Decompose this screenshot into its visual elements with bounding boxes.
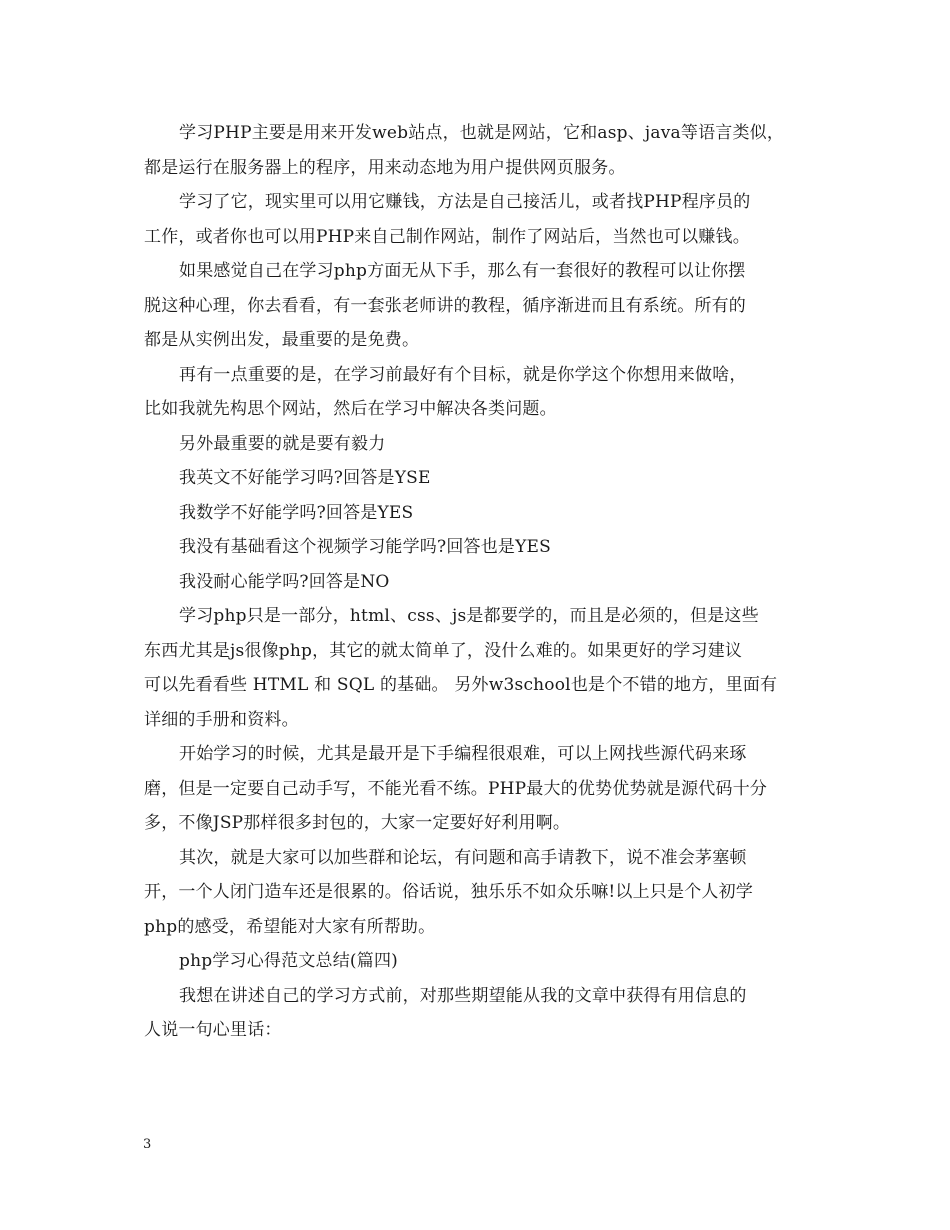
paragraph-line: 我数学不好能学吗?回答是YES bbox=[179, 502, 414, 523]
paragraph-line: 再有一点重要的是，在学习前最好有个目标，就是你学这个你想用来做啥， bbox=[179, 364, 747, 385]
paragraph-line: 如果感觉自己在学习php方面无从下手，那么有一套很好的教程可以让你摆 bbox=[179, 261, 746, 281]
paragraph-line: 我没耐心能学吗?回答是NO bbox=[179, 571, 390, 592]
paragraph-line: 另外最重要的就是要有毅力 bbox=[179, 433, 386, 454]
paragraph-line: 脱这种心理，你去看看，有一套张老师讲的教程，循序渐进而且有系统。所有的 bbox=[144, 295, 746, 316]
paragraph-line: 我英文不好能学习吗?回答是YSE bbox=[179, 468, 431, 488]
page-number: 3 bbox=[143, 1137, 152, 1152]
paragraph-line: 多，不像JSP那样很多封包的，大家一定要好好利用啊。 bbox=[144, 813, 571, 833]
paragraph-line: 学习了它，现实里可以用它赚钱，方法是自己接活儿，或者找PHP程序员的 bbox=[179, 192, 751, 212]
paragraph-line: 磨，但是一定要自己动手写，不能光看不练。PHP最大的优势优势就是源代码十分 bbox=[144, 778, 768, 799]
paragraph-line: 都是运行在服务器上的程序，用来动态地为用户提供网页服务。 bbox=[144, 157, 626, 178]
section-heading: php学习心得范文总结(篇四) bbox=[179, 951, 398, 971]
paragraph-line: 东西尤其是js很像php，其它的就太简单了，没什么难的。如果更好的学习建议 bbox=[144, 640, 743, 661]
paragraph-line: 开，一个人闭门造车还是很累的。俗话说，独乐乐不如众乐嘛!以上只是个人初学 bbox=[144, 882, 754, 902]
paragraph-line: 学习PHP主要是用来开发web站点，也就是网站，它和asp、java等语言类似， bbox=[179, 123, 785, 143]
paragraph-line: 都是从实例出发，最重要的是免费。 bbox=[144, 330, 420, 350]
paragraph-line: 其次，就是大家可以加些群和论坛，有问题和高手请教下，说不准会茅塞顿 bbox=[179, 847, 747, 868]
paragraph-line: 人说一句心里话： bbox=[144, 1020, 282, 1040]
paragraph-line: 我没有基础看这个视频学习能学吗?回答也是YES bbox=[179, 537, 551, 557]
paragraph-line: 可以先看看些 HTML 和 SQL 的基础。 另外w3school也是个不错的地方，里面有 bbox=[144, 675, 778, 695]
paragraph-line: 开始学习的时候，尤其是最开是下手编程很艰难，可以上网找些源代码来琢 bbox=[179, 744, 747, 764]
paragraph-line: 学习php只是一部分，html、css、js是都要学的，而且是必须的，但是这些 bbox=[179, 606, 759, 626]
document-body bbox=[144, 116, 824, 1048]
paragraph-line: 比如我就先构思个网站，然后在学习中解决各类问题。 bbox=[144, 399, 557, 419]
paragraph-line: 我想在讲述自己的学习方式前，对那些期望能从我的文章中获得有用信息的 bbox=[179, 985, 747, 1006]
paragraph-line: php的感受，希望能对大家有所帮助。 bbox=[144, 916, 436, 937]
paragraph-line: 工作，或者你也可以用PHP来自己制作网站，制作了网站后，当然也可以赚钱。 bbox=[144, 226, 750, 247]
paragraph-line: 详细的手册和资料。 bbox=[144, 709, 299, 730]
